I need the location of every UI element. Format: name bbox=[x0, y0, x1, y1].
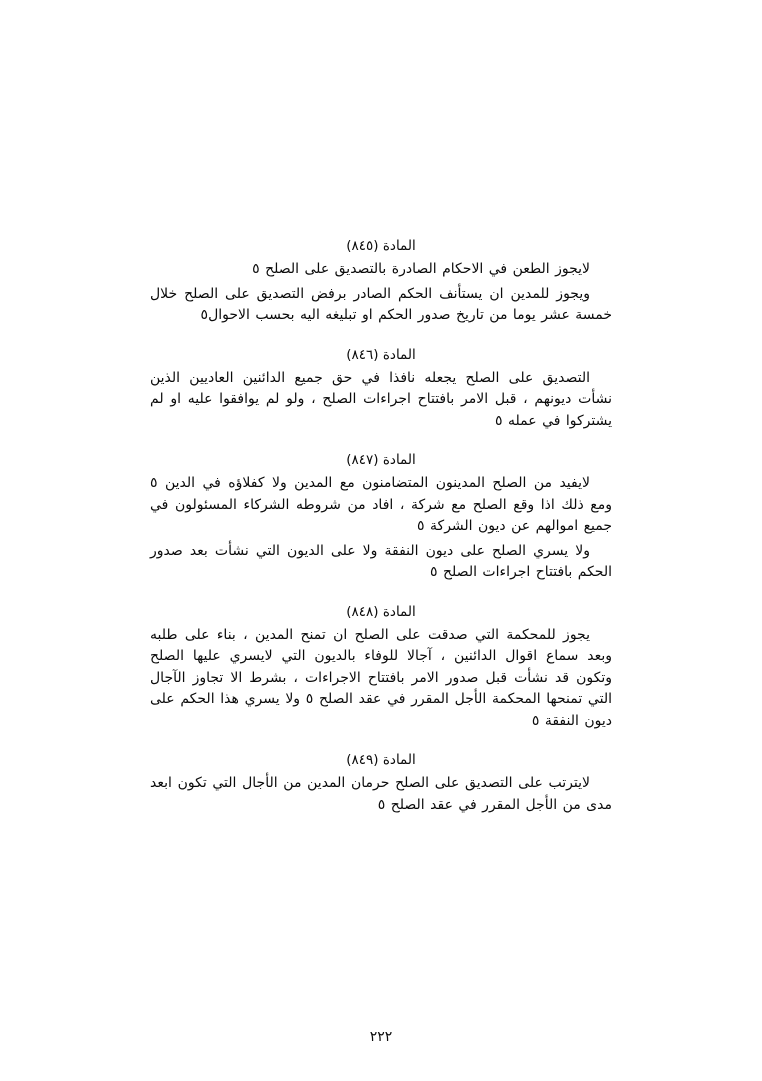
article-paragraph: لايفيد من الصلح المدينون المتضامنون مع المدين ولا كفلاؤه في الدين ٥ ومع ذلك اذا وقع الصلح مع شركة ، افاد من شروطه الشركاء المسئولون في جميع اموالهم عن ديون الشركة ٥ bbox=[150, 475, 612, 534]
article-paragraph: ولا يسري الصلح على ديون النفقة ولا على الديون التي نشأت بعد صدور الحكم بافتتاح اجراءات الصلح ٥ bbox=[150, 542, 612, 580]
article-block bbox=[150, 347, 612, 433]
article-heading: المادة (٨٤٧) bbox=[346, 452, 416, 468]
article-heading: المادة (٨٤٥) bbox=[346, 238, 416, 254]
article-heading: المادة (٨٤٨) bbox=[346, 603, 416, 620]
document-body bbox=[150, 238, 612, 818]
article-paragraph: التصديق على الصلح يجعله نافذا في حق جميع الدائنين العاديين الذين نشأت ديونهم ، قبل الامر بافتتاح اجراءات الصلح ، ولو لم يوافقوا عليه او لم يشتركوا في عمله ٥ bbox=[150, 369, 612, 429]
article-block bbox=[150, 452, 612, 584]
article-paragraph: يجوز للمحكمة التي صدقت على الصلح ان تمنح المدين ، بناء على طلبه وبعد سماع اقوال الدائنين ، آجالا للوفاء بالديون التي لايسري عليها الصلح وتكون قد نشأت قبل صدور الامر بافتتاح الاجراءات ، بشرط الا تجاوز الآجال التي تمنحها المحكمة الأجل المقرر في عقد الصلح ٥ ولا يسري هذا الحكم على ديون النفقة ٥ bbox=[150, 626, 612, 729]
article-paragraph: لايجوز الطعن في الاحكام الصادرة بالتصديق على الصلح ٥ bbox=[252, 261, 590, 277]
page-number: ٢٢٢ bbox=[369, 1029, 393, 1045]
article-heading: المادة (٨٤٩) bbox=[346, 752, 416, 768]
article-block bbox=[150, 238, 612, 327]
article-paragraph: ويجوز للمدين ان يستأنف الحكم الصادر برفض التصديق على الصلح خلال خمسة عشر يوما من تاريخ صدور الحكم او تبليغه اليه بحسب الاحوال٥ bbox=[150, 285, 612, 323]
article-paragraph: لايترتب على التصديق على الصلح حرمان المدين من الأجال التي تكون ابعد مدى من الأجل المقرر في عقد الصلح ٥ bbox=[150, 775, 612, 813]
article-block bbox=[150, 752, 612, 816]
article-block bbox=[150, 604, 612, 733]
article-heading: المادة (٨٤٦) bbox=[346, 346, 416, 363]
